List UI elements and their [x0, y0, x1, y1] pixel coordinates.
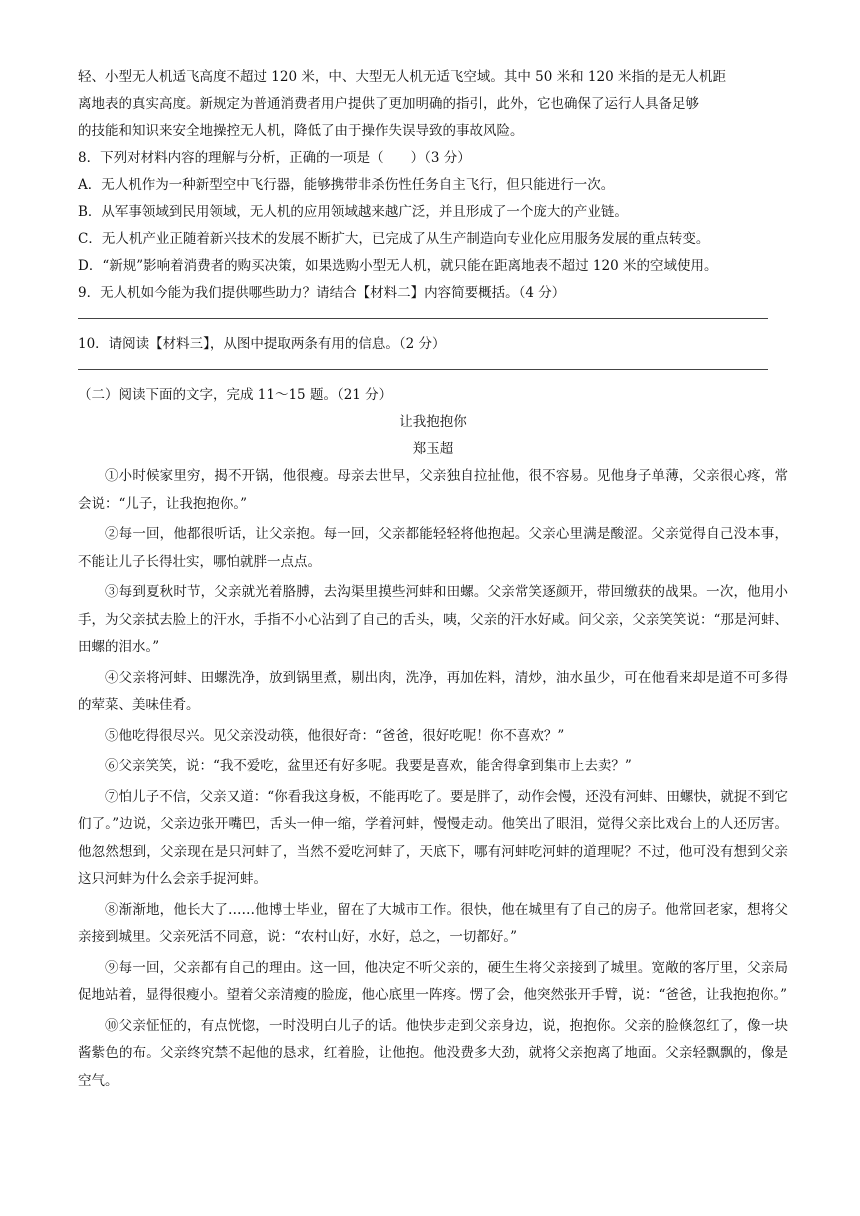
story-paragraph-3: ③每到夏秋时节，父亲就光着胳膊，去沟渠里摸些河蚌和田螺。父亲常笑逐颜开，带回缴获的战果。一次，他用小手，为父亲拭去脸上的汗水，手指不小心沾到了自己的舌头，咦，父亲的汗水好咸。问父亲，父亲笑笑说：“那是河蚌、田螺的泪水。”	[78, 584, 788, 655]
story-paragraph-2: ②每一回，他都很听话，让父亲抱。每一回，父亲都能轻轻将他抱起。父亲心里满是酸涩。父亲觉得自己没本事，不能让儿子长得壮实，哪怕就胖一点点。	[78, 526, 788, 570]
story-title: 让我抱抱你	[399, 414, 467, 430]
question-8-option-b: B．从军事领域到民用领域，无人机的应用领域越来越广泛，并且形成了一个庞大的产业链。	[78, 204, 628, 220]
question-8-stem: 8．下列对材料内容的理解与分析，正确的一项是（ ）（3 分）	[78, 150, 471, 166]
question-8-option-a: A．无人机作为一种新型空中飞行器，能够携带非杀伤性任务自主飞行，但只能进行一次。	[78, 177, 615, 193]
story-paragraph-7: ⑦怕儿子不信，父亲又道：“你看我这身板，不能再吃了。要是胖了，动作会慢，还没有河蚌、田螺快，就捉不到它们了。”边说，父亲边张开嘴巴，舌头一伸一缩，学着河蚌，慢慢走动。他笑出了眼泪，觉得父亲比戏台上的人还厉害。他忽然想到，父亲现在是只河蚌了，当然不爱吃河蚌了，天底下，哪有河蚌吃河蚌的道理呢？不过，他可没有想到父亲这只河蚌为什么会亲手捉河蚌。	[78, 788, 788, 887]
answer-line-9[interactable]	[78, 318, 768, 319]
section-title: （二）阅读下面的文字，完成 11～15 题。（21 分）	[78, 387, 393, 403]
story-paragraph-8: ⑧渐渐地，他长大了……他博士毕业，留在了大城市工作。很快，他在城里有了自己的房子。他常回老家，想将父亲接到城里。父亲死活不同意，说：“农村山好，水好，总之，一切都好。”	[78, 901, 788, 945]
intro-line-3: 的技能和知识来安全地操控无人机，降低了由于操作失误导致的事故风险。	[78, 123, 524, 139]
intro-line-2: 离地表的真实高度。新规定为普通消费者用户提供了更加明确的指引，此外，它也确保了运行人具备足够	[78, 96, 699, 112]
story-paragraph-4: ④父亲将河蚌、田螺洗净，放到锅里煮，剔出肉，洗净，再加佐料，清炒，油水虽少，可在他看来却是道不可多得的荤菜、美味佳肴。	[78, 669, 788, 713]
story-paragraph-9: ⑨每一回，父亲都有自己的理由。这一回，他决定不听父亲的，硬生生将父亲接到了城里。宽敞的客厅里，父亲局促地站着，显得很瘦小。望着父亲清瘦的脸庞，他心底里一阵疼。愣了会，他突然张开手臂，说：“爸爸，让我抱抱你。”	[78, 959, 788, 1003]
intro-line-1: 轻、小型无人机适飞高度不超过 120 米，中、大型无人机无适飞空域。其中 50 米和 120 米指的是无人机距	[78, 69, 726, 85]
question-8-option-d: D．“新规”影响着消费者的购买决策，如果选购小型无人机，就只能在距离地表不超过 120 米的空域使用。	[78, 258, 718, 274]
question-8-option-c: C．无人机产业正随着新兴技术的发展不断扩大，已完成了从生产制造向专业化应用服务发展的重点转变。	[78, 231, 710, 247]
answer-line-10[interactable]	[78, 369, 768, 370]
story-paragraph-5: ⑤他吃得很尽兴。见父亲没动筷，他很好奇：“爸爸，很好吃呢！你不喜欢？”	[105, 727, 565, 744]
question-10: 10．请阅读【材料三】，从图中提取两条有用的信息。（2 分）	[78, 336, 446, 352]
story-paragraph-6: ⑥父亲笑笑，说：“我不爱吃，盆里还有好多呢。我要是喜欢，能舍得拿到集市上去卖？”	[105, 758, 632, 774]
story-paragraph-1: ①小时候家里穷，揭不开锅，他很瘦。母亲去世早，父亲独自拉扯他，很不容易。见他身子单薄，父亲很心疼，常会说：“儿子，让我抱抱你。”	[78, 468, 788, 512]
story-author: 郑玉超	[412, 441, 454, 457]
exam-page	[78, 64, 788, 1095]
story-paragraph-10: ⑩父亲怔怔的，有点恍惚，一时没明白儿子的话。他快步走到父亲身边，说，抱抱你。父亲的脸倏忽红了，像一块酱紫色的布。父亲终究禁不起他的恳求，红着脸，让他抱。他没费多大劲，就将父亲抱离了地面。父亲轻飘飘的，像是空气。	[78, 1017, 788, 1089]
question-9: 9．无人机如今能为我们提供哪些助力？请结合【材料二】内容简要概括。（4 分）	[78, 285, 566, 301]
